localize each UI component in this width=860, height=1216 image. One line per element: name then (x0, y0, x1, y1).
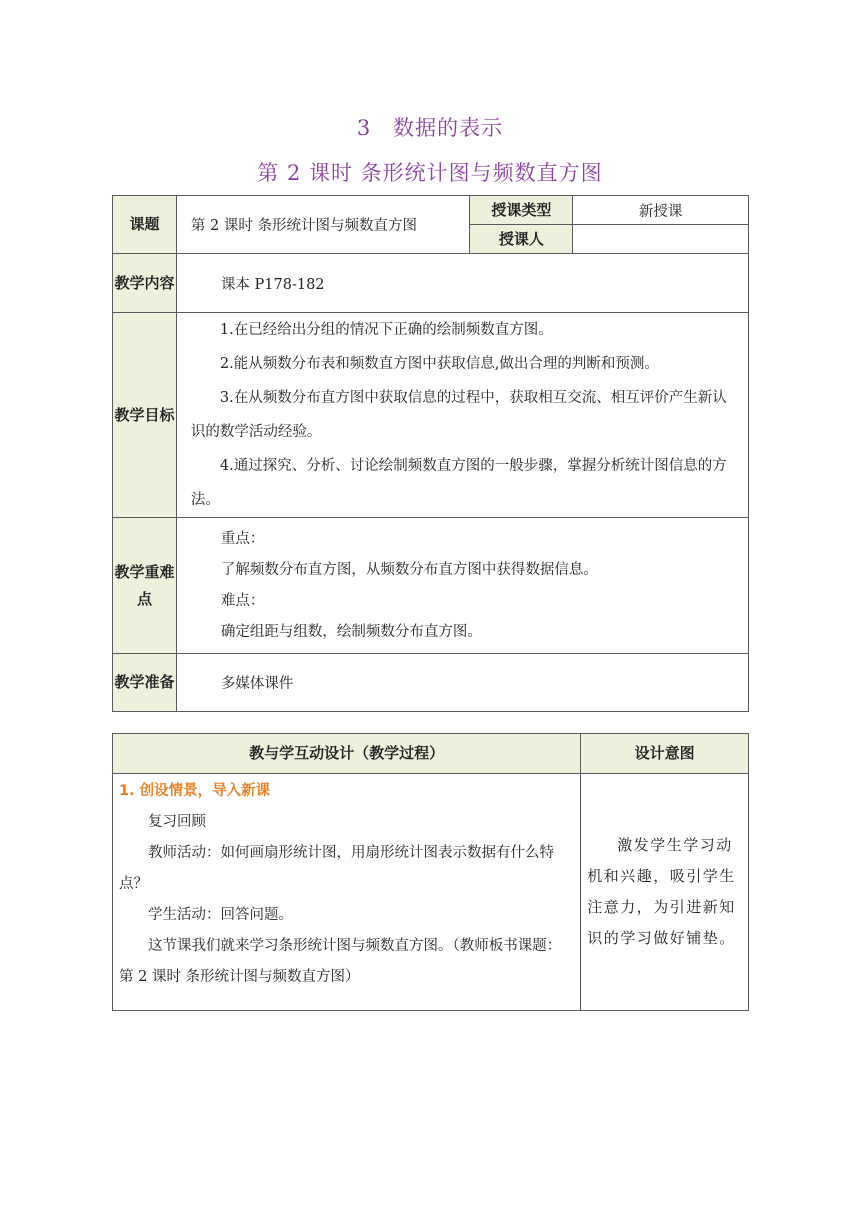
goals-label: 教学目标 (113, 313, 177, 518)
lesson-type-value: 新授课 (573, 196, 749, 225)
hard-point-label: 难点： (220, 592, 265, 609)
intent-header: 设计意图 (581, 734, 749, 774)
content-label: 教学内容 (113, 254, 177, 313)
topic-value: 第 2 课时 条形统计图与频数直方图 (176, 196, 470, 254)
prep-value: 多媒体课件 (176, 654, 748, 712)
difficulty-label: 教学重难点 (113, 518, 177, 654)
process-paragraph: 复习回顾 (148, 814, 206, 830)
page-title: 3 数据的表示 (356, 116, 504, 140)
teaching-process-table (112, 733, 749, 1011)
goal-item: 4.通过探究、分析、讨论绘制频数直方图的一般步骤，掌握分析统计图信息的方法。 (190, 458, 727, 508)
goals-list (176, 313, 748, 518)
section-title: 1. 创设情景，导入新课 (119, 783, 271, 799)
difficulty-content (176, 518, 748, 654)
intent-content (581, 774, 749, 1011)
teacher-label: 授课人 (470, 225, 573, 254)
goal-item: 2.能从频数分布表和频数直方图中获取信息,做出合理的判断和预测。 (219, 356, 659, 372)
teacher-value (573, 225, 749, 254)
prep-label: 教学准备 (113, 654, 177, 712)
process-paragraph: 学生活动：回答问题。 (148, 907, 293, 923)
topic-label: 课题 (113, 196, 177, 254)
process-content (113, 774, 581, 1011)
page-subtitle: 第 2 课时 条形统计图与频数直方图 (257, 161, 603, 185)
process-header: 教与学互动设计（教学过程） (113, 734, 581, 774)
key-point-label: 重点： (220, 530, 265, 547)
lesson-type-label: 授课类型 (470, 196, 573, 225)
content-value: 课本 P178-182 (176, 254, 748, 313)
lesson-info-table (112, 195, 749, 712)
goal-item: 1.在已经给出分组的情况下正确的绘制频数直方图。 (219, 322, 553, 338)
goal-item: 3.在从频数分布直方图中获取信息的过程中，获取相互交流、相互评价产生新认识的数学活动经验。 (190, 390, 727, 440)
hard-point: 确定组距与组数，绘制频数分布直方图。 (220, 623, 482, 640)
process-paragraph: 这节课我们就来学习条形统计图与频数直方图。（教师板书课题： 第 2 课时 条形统计图与频数直方图） (119, 938, 562, 985)
key-point: 了解频数分布直方图，从频数分布直方图中获得数据信息。 (220, 561, 598, 578)
intent-text: 激发学生学习动机和兴趣，吸引学生注意力，为引进新知识的学习做好铺垫。 (587, 836, 736, 947)
process-paragraph: 教师活动：如何画扇形统计图，用扇形统计图表示数据有什么特点？ (119, 845, 554, 892)
